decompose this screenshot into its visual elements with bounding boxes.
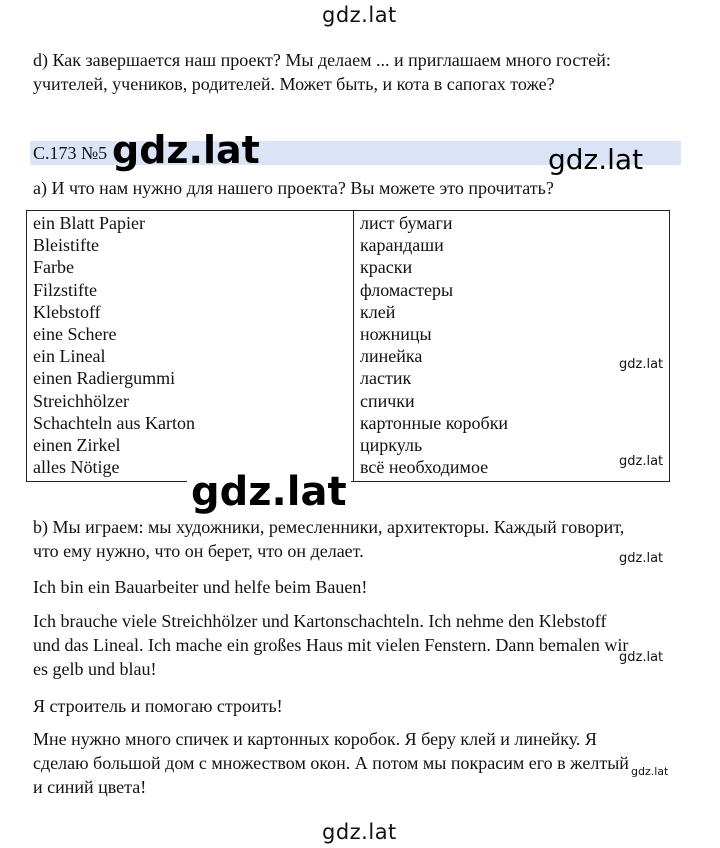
watermark-below-table: gdz.lat [187, 466, 351, 518]
vocab-german-word: einen Zirkel [33, 435, 121, 456]
watermark-small-3: gdz.lat [619, 551, 664, 566]
vocab-german-word: Bleistifte [33, 235, 99, 256]
vocab-russian-word: циркуль [360, 435, 423, 456]
watermark-heading-big: gdz.lat [112, 128, 260, 172]
intro-paragraph [33, 48, 693, 96]
vocab-german-word: einen Radiergummi [33, 368, 176, 389]
vocab-russian-word: всё необходимое [360, 457, 489, 478]
watermark-bottom: gdz.lat [322, 820, 397, 844]
russian-line-3: и синий цвета! [33, 777, 147, 797]
watermark-heading-right: gdz.lat [548, 143, 644, 176]
watermark-table-small-1: gdz.lat [619, 357, 664, 372]
task-b-line-2: что ему нужно, что он берет, что он делает. [33, 541, 364, 561]
vocab-german-word: eine Schere [33, 324, 117, 345]
vocab-russian-word: лист бумаги [360, 213, 453, 233]
vocab-russian-word: фломастеры [360, 279, 454, 300]
vocab-german-word: Klebstoff [33, 301, 101, 322]
vocab-russian-word: клей [360, 301, 396, 322]
german-sentence-1: Ich bin ein Bauarbeiter und helfe beim Bauen! [33, 577, 368, 597]
vocab-german-word: ein Lineal [33, 346, 106, 367]
vocab-german-word: Farbe [33, 257, 74, 278]
watermark-top: gdz.lat [322, 3, 397, 27]
vocab-german-word: Streichhölzer [33, 390, 129, 411]
task-a: a) И что нам нужно для нашего проекта? Вы можете это прочитать? [33, 178, 554, 198]
vocab-russian-word: линейка [360, 346, 423, 367]
watermark-small-5: gdz.lat [631, 765, 669, 778]
intro-line-1: d) Как завершается наш проект? Мы делаем ... и приглашаем много гостей: [33, 50, 611, 70]
watermark-small-4: gdz.lat [619, 650, 664, 665]
vocab-german-word: ein Blatt Papier [33, 213, 145, 233]
russian-column [354, 211, 670, 482]
task-b-line-1: b) Мы играем: мы художники, ремесленники, архитекторы. Каждый говорит, [33, 517, 625, 537]
german-line-2: und das Lineal. Ich mache ein großes Haus mit vielen Fenstern. Dann bemalen wir [33, 635, 629, 655]
german-line-3: es gelb und blau! [33, 659, 157, 679]
vocab-russian-word: спички [360, 390, 415, 411]
russian-paragraph-2 [33, 727, 693, 799]
vocab-russian-word: картонные коробки [360, 412, 509, 433]
russian-line-1: Мне нужно много спичек и картонных коробок. Я беру клей и линейку. Я [33, 729, 597, 749]
vocabulary-table [26, 210, 670, 482]
section-heading: С.173 №5 [33, 143, 108, 163]
vocab-german-word: alles Nötige [33, 457, 120, 478]
vocab-russian-word: ластик [360, 368, 412, 389]
german-paragraph-2 [33, 609, 693, 681]
german-line-1: Ich brauche viele Streichhölzer und Kartonschachteln. Ich nehme den Klebstoff [33, 611, 607, 631]
intro-line-2: учителей, учеников, родителей. Может быть, и кота в сапогах тоже? [33, 74, 555, 94]
watermark-table-small-2: gdz.lat [619, 454, 664, 469]
vocab-russian-word: ножницы [360, 324, 432, 345]
russian-sentence-1: Я строитель и помогаю строить! [33, 696, 283, 716]
russian-line-2: сделаю большой дом с множеством окон. А потом мы покрасим его в желтый [33, 753, 629, 773]
table-row [27, 211, 670, 482]
vocab-russian-word: карандаши [360, 235, 444, 256]
task-b [33, 515, 693, 563]
vocab-russian-word: краски [360, 257, 413, 278]
vocab-german-word: Schachteln aus Karton [33, 412, 195, 433]
german-column [27, 211, 354, 482]
vocab-german-word: Filzstifte [33, 279, 97, 300]
